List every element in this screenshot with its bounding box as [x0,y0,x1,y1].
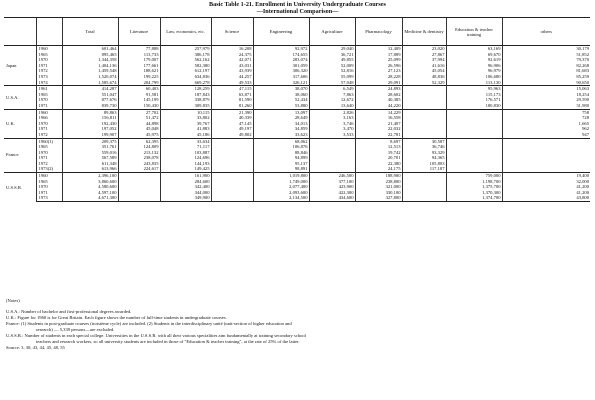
year-cell: 1960 [36,173,62,179]
value-cell: 199,225 [118,74,160,80]
table-title: Basic Table 1-21. Enrollment in University Undergraduate Courses [209,1,386,8]
value-cell: 81,260 [211,103,253,109]
value-cell: 559,016 [62,150,118,156]
value-cell: 174,655 [253,52,309,58]
value-cell: 895,465 [62,52,118,58]
value-cell: 23,020 [402,46,446,52]
value-cell: 51,472 [118,115,160,121]
value-cell: 758 [502,109,590,115]
value-cell: 34,859 [253,126,309,132]
year-cell: 1965 [36,92,62,98]
value-cell: 1,749,000 [253,179,309,185]
value-cell: 176,571 [446,97,502,103]
value-cell: 344,000 [160,190,211,196]
value-cell: 238,078 [118,155,160,161]
value-cell: 38,060 [253,92,309,98]
year-cell: 1965 [36,179,62,185]
value-cell: 36,721 [309,52,355,58]
value-cell: 93,329 [402,150,446,156]
value-cell: 96,906 [446,63,502,69]
value-cell: 326,121 [253,80,309,86]
value-cell: 13,097 [253,109,309,115]
value-cell: 28,602 [355,92,402,98]
value-cell: 49,802 [211,132,253,138]
value-cell: 81,590 [211,97,253,103]
value-cell: 117,187 [402,166,446,172]
value-cell: 7,863 [309,92,355,98]
value-cell: 177,661 [118,63,160,69]
value-cell [402,195,446,201]
value-cell: 26,596 [355,63,402,69]
value-cell: 2,826 [309,109,355,115]
value-cell: 42,071 [211,57,253,63]
value-cell: 12,672 [309,97,355,103]
year-cell: 1961 [36,86,62,92]
column-header: others [502,18,590,46]
year-cell: 1971 [36,190,62,196]
value-cell: 283,074 [253,57,309,63]
value-cell: 57,048 [309,80,355,86]
value-cell: 44,257 [211,74,253,80]
value-cell: 1,585,674 [62,80,118,86]
value-cell: 317,606 [253,74,309,80]
value-cell: 29,590 [502,97,590,103]
year-cell: 1970 [36,150,62,156]
value-cell: 113,733 [118,52,160,58]
country-label: France [4,138,36,173]
value-cell: 21,407 [355,121,402,127]
column-header: Education & teacher training [446,18,502,46]
year-cell: 1971 [36,155,62,161]
value-cell: 179,007 [118,57,160,63]
year-cell: 1973 [36,195,62,201]
column-header: Medicine & dentistry [402,18,446,46]
note-france-1: France: (1) Students in post-graduate courses (troisième cycle) are included. (2) Students in the interdisciplinary unité (unit-section of higher education and [6,321,292,326]
value-cell: 1,520,074 [62,74,118,80]
value-cell: 27,123 [355,68,402,74]
value-cell: 1,459,548 [62,68,118,74]
value-cell: 71,117 [160,144,211,150]
year-cell: 1960(1) [36,138,62,144]
value-cell: 199,907 [62,132,118,138]
value-cell: 2,077,400 [253,184,309,190]
value-cell: 188,621 [118,68,160,74]
value-cell: 24,175 [355,166,402,172]
value-cell: 124,696 [160,155,211,161]
value-cell: 224,617 [118,166,160,172]
value-cell: 82,268 [502,63,590,69]
value-cell: 3,860,600 [62,179,118,185]
value-cell: 19,742 [355,150,402,156]
value-cell: 128,259 [160,86,211,92]
value-cell: 6,549 [309,86,355,92]
value-cell: 2,093,600 [253,190,309,196]
column-header: Science [211,18,253,46]
value-cell: 377,100 [309,179,355,185]
value-cell: 49,533 [211,80,253,86]
value-cell: 342,400 [160,184,211,190]
notes-heading: (Notes) [6,298,20,303]
value-cell: 3,470 [309,126,355,132]
table-body [4,46,590,202]
value-cell: 90,650 [502,80,590,86]
value-cell: 51,852 [502,52,590,58]
year-cell: 1972 [36,68,62,74]
value-cell: 728 [502,115,590,121]
value-cell: 12,513 [355,144,402,150]
value-cell: 39,767 [160,121,211,127]
value-cell: 8,697 [355,138,402,144]
value-cell: 243,835 [118,161,160,167]
value-cell: 180,830 [446,103,502,109]
value-cell: 106,876 [253,144,309,150]
value-cell: 16,558 [355,115,402,121]
value-cell: 37,994 [402,57,446,63]
value-cell: 188,900 [355,173,402,179]
note-source: Source: 3, 38, 43, 44, 45, 48, 55 [6,345,65,350]
value-cell: 92,619 [446,57,502,63]
country-label: Japan [4,46,36,86]
value-cell: 77,888 [118,46,160,52]
value-cell: 85,259 [502,74,590,80]
value-cell: 257,979 [160,46,211,52]
note-france-2: research) — 5,339 persons—are excluded. [36,327,115,332]
value-cell: 3,163 [309,115,355,121]
column-header [36,18,62,46]
value-cell: 1,374,700 [446,195,502,201]
value-cell: 434,600 [309,195,355,201]
value-cell: 89,863 [62,109,118,115]
value-cell: 81,683 [502,68,590,74]
value-cell [118,195,160,201]
year-cell: 1970 [36,121,62,127]
value-cell: 567,589 [62,155,118,161]
value-cell: 149,425 [160,166,211,172]
value-cell: 41,200 [502,184,590,190]
year-cell: 1973(2) [36,166,62,172]
value-cell: 34,013 [253,121,309,127]
value-cell: 44,220 [355,103,402,109]
value-cell: 4,580,600 [62,184,118,190]
value-cell: 55,099 [309,74,355,80]
year-cell: 1971 [36,103,62,109]
value-cell: 30,179 [502,46,590,52]
value-cell: 28,228 [355,74,402,80]
year-cell: 1965 [36,144,62,150]
value-cell: 91,581 [118,92,160,98]
value-cell: 113,130 [446,80,502,86]
value-cell: 22,781 [355,132,402,138]
value-cell: 124,809 [118,144,160,150]
note-usa: U.S.A.: Number of bachelor and first-professional degrees awarded. [6,309,132,314]
value-cell: 551,047 [62,92,118,98]
value-cell: 53,880 [253,103,309,109]
value-cell: 44,898 [118,121,160,127]
value-cell: 47,115 [211,86,253,92]
value-cell: 12,409 [355,46,402,52]
value-cell: 1,665 [502,121,590,127]
value-cell: 60,403 [118,86,160,92]
year-cell: 1973 [36,74,62,80]
column-header: Literature [118,18,160,46]
value-cell: 13,640 [309,103,355,109]
value-cell: 839,730 [62,103,118,109]
value-cell: 63,169 [446,46,502,52]
value-cell: 1,019,800 [253,173,309,179]
value-cell: 52,434 [253,97,309,103]
value-cell: 414,287 [62,86,118,92]
value-cell: 40,339 [211,115,253,121]
value-cell: 330,100 [355,190,402,196]
table-subtitle: —International Comparison— [256,8,339,15]
value-cell: 96,979 [446,68,502,74]
value-cell: 52,329 [402,80,446,86]
value-cell: 24,375 [211,52,253,58]
value-cell: 197,052 [62,126,118,132]
value-cell: 422,300 [309,190,355,196]
value-cell: 36,746 [402,144,446,150]
value-cell: 18,254 [502,92,590,98]
country-label: U.S.S.R. [4,173,36,202]
year-cell: 1974 [36,80,62,86]
value-cell: 3,533 [309,132,355,138]
value-cell: 321,000 [355,184,402,190]
value-cell: 10,115 [160,109,211,115]
value-cell: 4,671,300 [62,195,118,201]
value-cell: 41,200 [502,190,590,196]
value-cell: 192,430 [62,121,118,127]
value-cell: 1,198,700 [446,179,502,185]
year-cell: 1960 [36,109,62,115]
value-cell: 24,893 [355,86,402,92]
value-cell: 161,900 [160,173,211,179]
value-cell: 33,802 [160,115,211,121]
value-cell [211,195,253,201]
year-cell: 1965 [36,52,62,58]
year-cell: 1970 [36,57,62,63]
value-cell: 1,404,136 [62,63,118,69]
value-cell: 386,178 [160,52,211,58]
value-cell: 43,939 [211,68,253,74]
value-cell: 45,975 [118,132,160,138]
value-cell: 29,091 [355,80,402,86]
value-cell: 27,702 [118,109,160,115]
value-cell: 41,616 [402,63,446,69]
note-uk: U.K.: Figure for 1960 is for Great Britain. Each figure shows the number of full-time students in undergraduate courses. [6,315,227,320]
value-cell: 309,835 [160,103,211,109]
value-cell: 612,197 [160,68,211,74]
value-cell: 349,900 [160,195,211,201]
value-cell: 284,600 [160,179,211,185]
value-cell: 301,059 [253,63,309,69]
value-cell: 98,891 [253,166,309,172]
value-cell: 45,048 [118,126,160,132]
value-cell: 47,145 [211,121,253,127]
value-cell: 4,597,100 [62,190,118,196]
country-label: U.K. [4,109,36,138]
value-cell: 145,199 [118,97,160,103]
value-cell: 759,000 [446,173,502,179]
value-cell: 25,099 [355,57,402,63]
value-cell: 69,670 [446,52,502,58]
value-cell: 246,500 [309,173,355,179]
value-cell: 238,800 [355,179,402,185]
value-cell: 150,430 [118,103,160,109]
value-cell: 213,132 [118,150,160,156]
value-cell: 92,972 [253,46,309,52]
value-cell: 22,032 [355,126,402,132]
value-cell: 52,009 [309,63,355,69]
value-cell: 14,229 [355,109,402,115]
column-header: Pharmacology [355,18,402,46]
value-cell: 2,134,500 [253,195,309,201]
column-header: Law, economics, etc. [160,18,211,46]
value-cell: 45,054 [402,68,446,74]
value-cell: 31,980 [502,103,590,109]
note-ussr-1: U.S.S.R.: Number of students in each special college. Universities in the U.S.S.R. with all their various specialities aim fundamentally at training secondary school [6,333,306,338]
value-cell: 1,375,700 [446,184,502,190]
value-cell: 351,761 [62,144,118,150]
value-cell: 94,899 [253,155,309,161]
value-cell: 601,464 [62,46,118,52]
value-cell: 144,193 [160,161,211,167]
column-header: Agriculture [309,18,355,46]
value-cell: 28,649 [253,115,309,121]
table-row [4,195,590,201]
note-ussr-2: teachers and research workers, so all university students are included in those of "Education & teacher training", at the rate of 25% of the latter. [36,339,300,344]
value-cell: 22,380 [355,161,402,167]
value-cell: 19,400 [502,173,590,179]
value-cell: 156,811 [62,115,118,121]
value-cell: 947 [502,132,590,138]
value-cell: 68,062 [253,138,309,144]
value-cell: 20,701 [355,155,402,161]
value-cell: 611,348 [62,161,118,167]
value-cell: 48,836 [402,74,446,80]
value-cell: 187,843 [160,92,211,98]
year-cell: 1960 [36,46,62,52]
year-cell: 1972 [36,132,62,138]
year-cell: 1970 [36,97,62,103]
value-cell: 106,680 [446,74,502,80]
value-cell: 3,746 [309,121,355,127]
value-cell: 52,816 [309,68,355,74]
value-cell: 306,320 [253,68,309,74]
value-cell: 1,370,300 [446,190,502,196]
value-cell: 45,186 [160,132,211,138]
value-cell: 30,587 [402,138,446,144]
value-cell: 669,278 [160,80,211,86]
value-cell: 105,803 [402,161,446,167]
value-cell: 877,676 [62,97,118,103]
value-cell: 204,799 [118,80,160,86]
value-cell: 1,344,358 [62,57,118,63]
enrollment-table [4,17,590,202]
column-header: Total [62,18,118,46]
value-cell: 95,137 [253,161,309,167]
value-cell: 209,375 [62,138,118,144]
value-cell: 613,966 [62,166,118,172]
value-cell: 33,623 [253,132,309,138]
value-cell: 338,879 [160,97,211,103]
value-cell: 38,070 [253,86,309,92]
value-cell: 423,900 [309,184,355,190]
value-cell: 94,365 [402,155,446,161]
value-cell: 49,855 [309,57,355,63]
table-header-row [4,18,590,46]
value-cell: 15,063 [502,86,590,92]
year-cell: 1971 [36,63,62,69]
value-cell: 49,197 [211,126,253,132]
year-cell: 1972 [36,161,62,167]
value-cell: 562,162 [160,57,211,63]
value-cell: 63,871 [211,92,253,98]
value-cell: 27,867 [402,52,446,58]
value-cell: 21,390 [211,109,253,115]
value-cell: 95,963 [446,86,502,92]
value-cell: 43,031 [211,63,253,69]
value-cell: 962 [502,126,590,132]
value-cell: 115,173 [446,92,502,98]
value-cell: 33,634 [160,138,211,144]
column-header [4,18,36,46]
year-cell: 1970 [36,184,62,190]
value-cell: 634,836 [160,74,211,80]
value-cell: 17,889 [355,52,402,58]
year-cell: 1971 [36,126,62,132]
value-cell: 88,846 [253,150,309,156]
value-cell: 582,380 [160,63,211,69]
value-cell: 327,800 [355,195,402,201]
value-cell: 103,887 [160,150,211,156]
year-cell: 1966 [36,115,62,121]
notes-section [6,298,591,351]
value-cell: 79,370 [502,57,590,63]
value-cell: 43,800 [502,195,590,201]
value-cell: 29,040 [309,46,355,52]
value-cell: 2,396,100 [62,173,118,179]
value-cell: 62,395 [118,138,160,144]
value-cell: 32,000 [502,179,590,185]
column-header: Engineering [253,18,309,46]
country-label: U.S.A. [4,86,36,109]
value-cell: 40,385 [355,97,402,103]
value-cell: 41,883 [160,126,211,132]
value-cell: 16,208 [211,46,253,52]
